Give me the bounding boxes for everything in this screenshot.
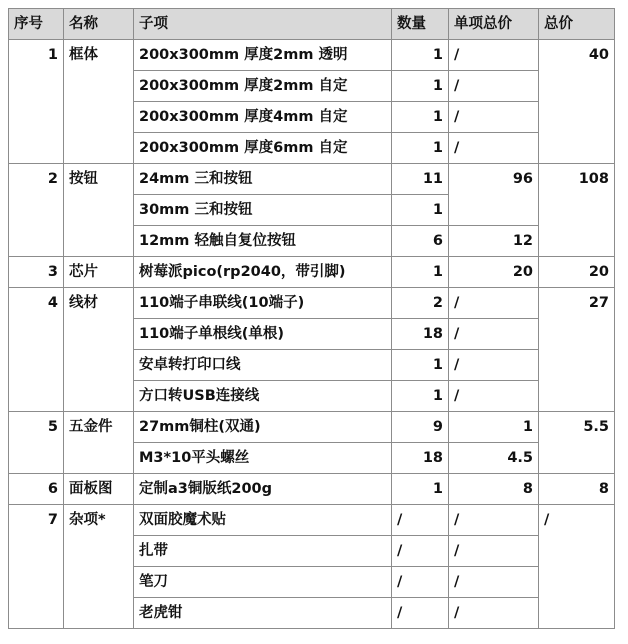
item-price-cell: /: [449, 319, 539, 350]
item-name-cell: 五金件: [64, 412, 134, 474]
table-header: [9, 9, 615, 40]
table-row: [9, 257, 615, 288]
item-price-cell: 4.5: [449, 443, 539, 474]
row-number-cell: 5: [9, 412, 64, 474]
quantity-cell: 1: [392, 350, 449, 381]
header-item-price: 单项总价: [449, 9, 539, 40]
subitem-cell: 27mm铜柱(双通): [134, 412, 392, 443]
header-no: 序号: [9, 9, 64, 40]
subitem-cell: 30mm 三和按钮: [134, 195, 392, 226]
quantity-cell: 18: [392, 443, 449, 474]
header-subitem: 子项: [134, 9, 392, 40]
table-row: [9, 412, 615, 443]
row-number-cell: 2: [9, 164, 64, 257]
subitem-cell: 200x300mm 厚度6mm 自定: [134, 133, 392, 164]
table-row: [9, 40, 615, 71]
quantity-cell: 9: [392, 412, 449, 443]
header-name: 名称: [64, 9, 134, 40]
subitem-cell: 24mm 三和按钮: [134, 164, 392, 195]
row-number-cell: 3: [9, 257, 64, 288]
row-number-cell: 7: [9, 505, 64, 629]
quantity-cell: 1: [392, 133, 449, 164]
group-total-cell: 108: [539, 164, 615, 257]
item-name-cell: 框体: [64, 40, 134, 164]
quantity-cell: 2: [392, 288, 449, 319]
header-total: 总价: [539, 9, 615, 40]
item-name-cell: 线材: [64, 288, 134, 412]
table-row: [9, 164, 615, 195]
quantity-cell: 1: [392, 257, 449, 288]
quantity-cell: /: [392, 505, 449, 536]
quantity-cell: 1: [392, 474, 449, 505]
group-total-cell: 5.5: [539, 412, 615, 474]
table-body: [9, 40, 615, 629]
item-price-cell: 20: [449, 257, 539, 288]
item-name-cell: 杂项*: [64, 505, 134, 629]
item-name-cell: 芯片: [64, 257, 134, 288]
item-price-cell: 12: [449, 226, 539, 257]
item-price-cell: /: [449, 505, 539, 536]
subitem-cell: 安卓转打印口线: [134, 350, 392, 381]
item-price-cell: 8: [449, 474, 539, 505]
quantity-cell: 18: [392, 319, 449, 350]
quantity-cell: 1: [392, 71, 449, 102]
item-price-cell: /: [449, 288, 539, 319]
item-price-cell: /: [449, 133, 539, 164]
item-price-cell: /: [449, 40, 539, 71]
quantity-cell: /: [392, 567, 449, 598]
item-price-cell: /: [449, 598, 539, 629]
table-row: [9, 474, 615, 505]
subitem-cell: 树莓派pico(rp2040，带引脚): [134, 257, 392, 288]
item-price-cell: 1: [449, 412, 539, 443]
item-price-cell: 96: [449, 164, 539, 226]
subitem-cell: 12mm 轻触自复位按钮: [134, 226, 392, 257]
quantity-cell: 1: [392, 102, 449, 133]
quantity-cell: 1: [392, 195, 449, 226]
subitem-cell: 110端子单根线(单根): [134, 319, 392, 350]
group-total-cell: 27: [539, 288, 615, 412]
subitem-cell: M3*10平头螺丝: [134, 443, 392, 474]
item-price-cell: /: [449, 350, 539, 381]
row-number-cell: 4: [9, 288, 64, 412]
group-total-cell: 20: [539, 257, 615, 288]
item-price-cell: /: [449, 71, 539, 102]
subitem-cell: 定制a3铜版纸200g: [134, 474, 392, 505]
item-name-cell: 按钮: [64, 164, 134, 257]
table-row: [9, 505, 615, 536]
subitem-cell: 双面胶魔术贴: [134, 505, 392, 536]
quantity-cell: /: [392, 536, 449, 567]
subitem-cell: 110端子串联线(10端子): [134, 288, 392, 319]
quantity-cell: 6: [392, 226, 449, 257]
group-total-cell: 40: [539, 40, 615, 164]
quantity-cell: 11: [392, 164, 449, 195]
group-total-cell: 8: [539, 474, 615, 505]
item-price-cell: /: [449, 381, 539, 412]
subitem-cell: 扎带: [134, 536, 392, 567]
subitem-cell: 200x300mm 厚度4mm 自定: [134, 102, 392, 133]
group-total-cell: /: [539, 505, 615, 629]
subitem-cell: 方口转USB连接线: [134, 381, 392, 412]
subitem-cell: 老虎钳: [134, 598, 392, 629]
row-number-cell: 6: [9, 474, 64, 505]
subitem-cell: 200x300mm 厚度2mm 透明: [134, 40, 392, 71]
item-price-cell: /: [449, 102, 539, 133]
subitem-cell: 200x300mm 厚度2mm 自定: [134, 71, 392, 102]
item-price-cell: /: [449, 567, 539, 598]
header-quantity: 数量: [392, 9, 449, 40]
table-row: [9, 288, 615, 319]
header-row: [9, 9, 615, 40]
quantity-cell: /: [392, 598, 449, 629]
item-name-cell: 面板图: [64, 474, 134, 505]
bom-table: [8, 8, 615, 629]
item-price-cell: /: [449, 536, 539, 567]
quantity-cell: 1: [392, 381, 449, 412]
row-number-cell: 1: [9, 40, 64, 164]
quantity-cell: 1: [392, 40, 449, 71]
subitem-cell: 笔刀: [134, 567, 392, 598]
